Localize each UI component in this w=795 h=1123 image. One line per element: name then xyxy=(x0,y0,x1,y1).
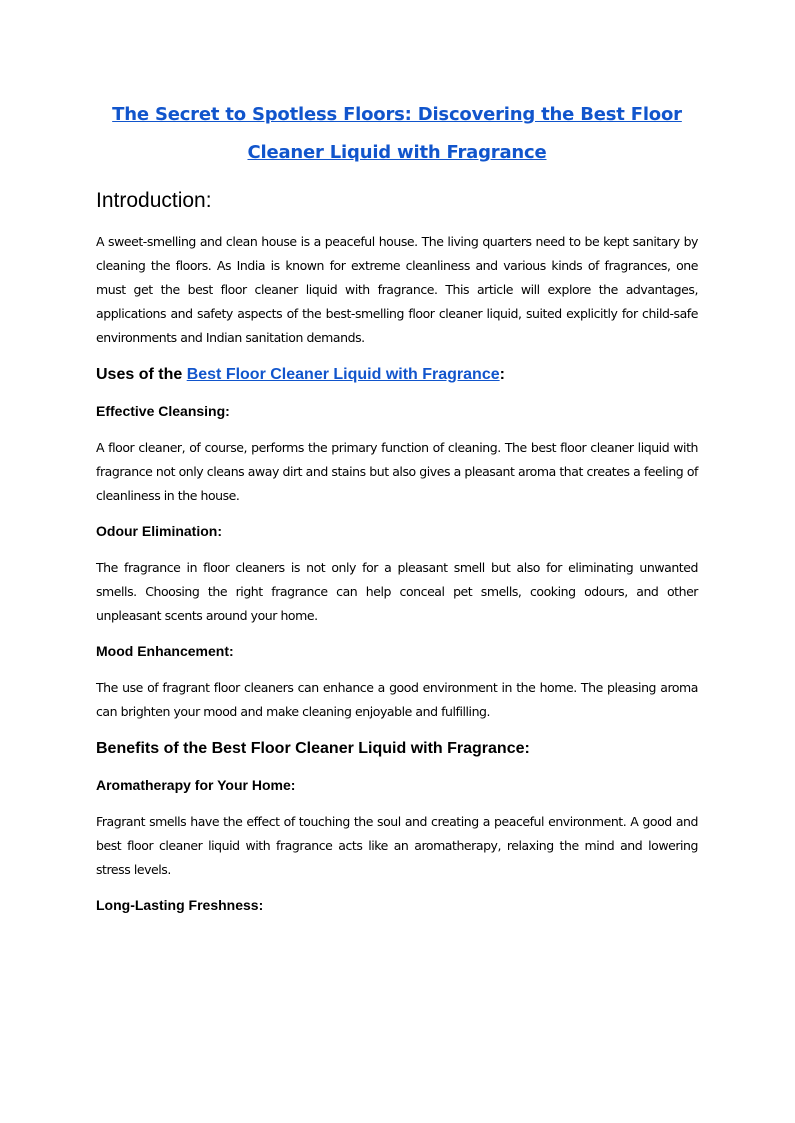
uses-heading xyxy=(96,362,698,388)
aromatherapy-heading: Aromatherapy for Your Home: xyxy=(96,777,296,793)
odour-elimination-heading: Odour Elimination: xyxy=(96,523,222,539)
benefits-heading: Benefits of the Best Floor Cleaner Liquid with Fragrance: xyxy=(96,740,530,757)
aromatherapy-paragraph: Fragrant smells have the effect of touching the soul and creating a peaceful environment. A good and best floor cleaner liquid with fragrance acts like an aromatherapy, relaxing the mind and lowering stress levels. xyxy=(96,814,698,877)
uses-heading-suffix: : xyxy=(499,366,505,383)
introduction-paragraph: A sweet-smelling and clean house is a peaceful house. The living quarters need to be kept sanitary by cleaning the floors. As India is known for extreme cleanliness and various kinds of fragrances, one must get the best floor cleaner liquid with fragrance. This article will explore the advantages, applications and safety aspects of the best-smelling floor cleaner liquid, suited explicitly for child-safe environments and Indian sanitation demands. xyxy=(96,234,698,345)
odour-elimination-paragraph: The fragrance in floor cleaners is not only for a pleasant smell but also for eliminating unwanted smells. Choosing the right fragrance can help conceal pet smells, cooking odours, and other unpleasant scents around your home. xyxy=(96,560,698,623)
title-line-2[interactable]: Cleaner Liquid with Fragrance xyxy=(247,142,547,163)
best-floor-cleaner-link[interactable]: Best Floor Cleaner Liquid with Fragrance xyxy=(186,366,500,383)
introduction-heading: Introduction: xyxy=(96,189,212,212)
long-lasting-freshness-heading: Long-Lasting Freshness: xyxy=(96,897,264,913)
mood-enhancement-paragraph: The use of fragrant floor cleaners can enhance a good environment in the home. The pleasing aroma can brighten your mood and make cleaning enjoyable and fulfilling. xyxy=(96,680,698,719)
effective-cleansing-paragraph: A floor cleaner, of course, performs the primary function of cleaning. The best floor cleaner liquid with fragrance not only cleans away dirt and stains but also gives a pleasant aroma that creates a feeling of cleanliness in the house. xyxy=(96,440,698,503)
title-line-1[interactable]: The Secret to Spotless Floors: Discovering the Best Floor xyxy=(112,104,682,125)
uses-heading-prefix: Uses of the xyxy=(96,366,187,383)
effective-cleansing-heading: Effective Cleansing: xyxy=(96,403,230,419)
document-title[interactable] xyxy=(96,96,698,172)
mood-enhancement-heading: Mood Enhancement: xyxy=(96,643,234,659)
